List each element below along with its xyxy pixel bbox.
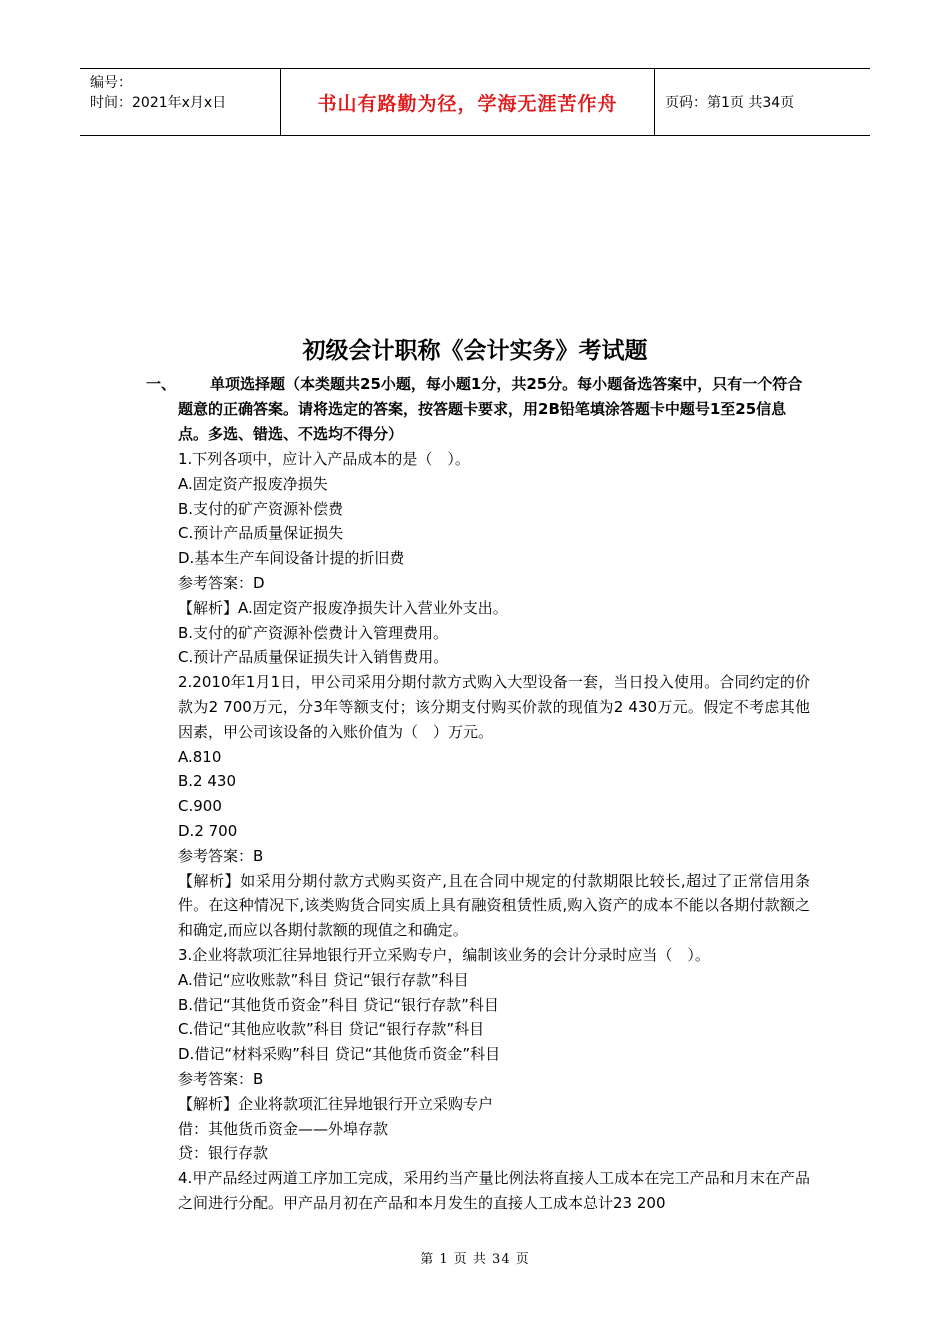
option-line: C.900 <box>178 797 222 816</box>
option-line: D.2 700 <box>178 821 238 840</box>
page-header <box>80 68 870 136</box>
option-line: A.810 <box>178 747 222 766</box>
option-line: B.2 430 <box>178 772 237 791</box>
option-line: A.固定资产报废净损失 <box>178 474 328 493</box>
option-line: C.借记“其他应收款”科目 贷记“银行存款”科目 <box>178 1020 485 1039</box>
question-line: 1.下列各项中，应计入产品成本的是（ ）。 <box>178 450 470 468</box>
option-line: D.借记“材料采购”科目 贷记“其他货币资金”科目 <box>178 1045 501 1064</box>
answer-line: 参考答案：D <box>178 573 265 592</box>
header-meta <box>80 69 281 135</box>
analysis-line: 【解析】A.固定资产报废净损失计入营业外支出。 <box>178 598 508 617</box>
header-page-label: 页码：第1页 共34页 <box>665 95 795 111</box>
option-line: D.基本生产车间设备计提的折旧费 <box>178 549 405 568</box>
question-body <box>178 447 810 1216</box>
section-instructions: 单项选择题（本类题共25小题，每小题1分，共25分。每小题备选答案中，只有一个符合题意的正确答案。请将选定的答案，按答题卡要求，用2B铅笔填涂答题卡中题号1至25信息点。多选、错选、不选均不得分） <box>178 375 803 443</box>
answer-line: 参考答案：B <box>178 846 264 865</box>
analysis-line: C.预计产品质量保证损失计入销售费用。 <box>178 648 449 667</box>
document-title: 初级会计职称《会计实务》考试题 <box>302 338 648 364</box>
question-line: 4.甲产品经过两道工序加工完成，采用约当产量比例法将直接人工成本在完工产品和月末在产品之间进行分配。甲产品月初在产品和本月发生的直接人工成本总计23 200 <box>178 1169 810 1212</box>
section-number: 一、 <box>146 375 177 393</box>
analysis-line: 【解析】企业将款项汇往异地银行开立采购专户 <box>178 1094 494 1113</box>
option-line: C.预计产品质量保证损失 <box>178 524 344 543</box>
header-motto: 书山有路勤为径，学海无涯苦作舟 <box>281 69 655 135</box>
document-date-label: 时间：2021年x月x日 <box>90 95 227 111</box>
analysis-line: 借：其他货币资金——外埠存款 <box>178 1119 389 1138</box>
analysis-line: 贷：银行存款 <box>178 1144 269 1163</box>
document-number-label: 编号： <box>90 75 132 91</box>
question-line: 3.企业将款项汇往异地银行开立采购专户，编制该业务的会计分录时应当（ ）。 <box>178 945 710 964</box>
analysis-line: 【解析】如采用分期付款方式购买资产,且在合同中规定的付款期限比较长,超过了正常信用条件。在这种情况下,该类购货合同实质上具有融资租赁性质,购入资产的成本不能以各期付款额之和确定,而应以各期付款额的现值之和确定。 <box>178 871 810 940</box>
option-line: B.支付的矿产资源补偿费 <box>178 499 344 518</box>
option-line: A.借记“应收账款”科目 贷记“银行存款”科目 <box>178 970 469 989</box>
page-footer: 第 1 页 共 34 页 <box>420 1252 530 1267</box>
question-line: 2.2010年1月1日，甲公司采用分期付款方式购入大型设备一套，当日投入使用。合同约定的价款为2 700万元，分3年等额支付；该分期支付购买价款的现值为2 430万元。假定不考虑其他因素，甲公司该设备的入账价值为（ ）万元。 <box>178 673 810 741</box>
answer-line: 参考答案：B <box>178 1069 264 1088</box>
analysis-line: B.支付的矿产资源补偿费计入管理费用。 <box>178 623 449 642</box>
option-line: B.借记“其他货币资金”科目 贷记“银行存款”科目 <box>178 995 499 1014</box>
